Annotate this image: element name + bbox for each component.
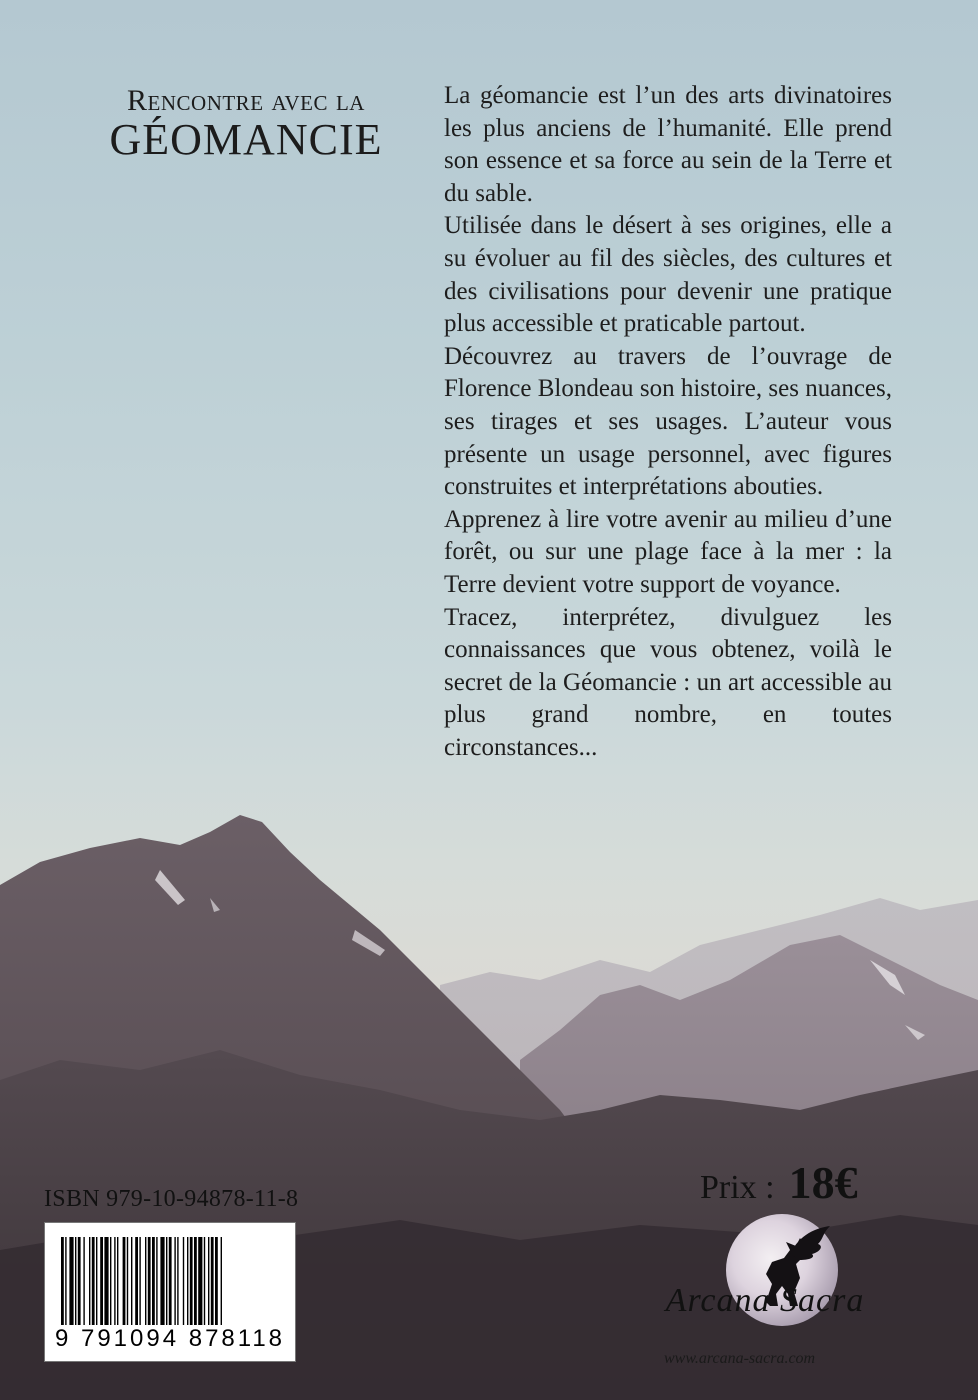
publisher-logo [650,1208,880,1340]
price-value: 18€ [788,1157,858,1208]
blurb-paragraph: Utilisée dans le désert à ses origines, elle a su évoluer au fil des siècles, des cultures et des civilisations pour devenir une pratique plus accessible et praticable partout. [444,212,892,338]
blurb-paragraph: Tracez, interprétez, divulguez les connaissances que vous obtenez, voilà le secret de la Géomancie : un art accessible au plus grand nombre, en toutes circonstances... [444,603,892,761]
publisher-website: www.arcana-sacra.com [664,1350,816,1367]
title-line-2: GÉOMANCIE [109,115,383,164]
blurb-paragraph: Découvrez au travers de l’ouvrage de Florence Blondeau son histoire, ses nuances, ses tirages et ses usages. L’auteur vous présente un usage personnel, avec figures construites et interprétations abouties. [444,342,892,501]
isbn-number: ISBN 979-10-94878-11-8 [44,1186,299,1212]
barcode-bars [61,1237,287,1329]
barcode-digits: 9 791094 878118 [54,1325,286,1352]
blurb-paragraph: Apprenez à lire votre avenir au milieu d’une forêt, ou sur une plage face à la mer : la Terre devient votre support de voyance. [444,505,892,598]
price-label: Prix : [700,1169,775,1206]
publisher-name: Arcana Sacra [665,1282,865,1319]
price [700,1156,858,1209]
book-title [86,84,406,165]
barcode [44,1222,296,1362]
blurb-paragraph: La géomancie est l’un des arts divinatoires les plus anciens de l’humanité. Elle prend son essence et sa force au sein de la Terre et du sable. [444,82,892,207]
back-cover-blurb [444,80,892,764]
title-line-1: Rencontre avec la [127,84,365,117]
